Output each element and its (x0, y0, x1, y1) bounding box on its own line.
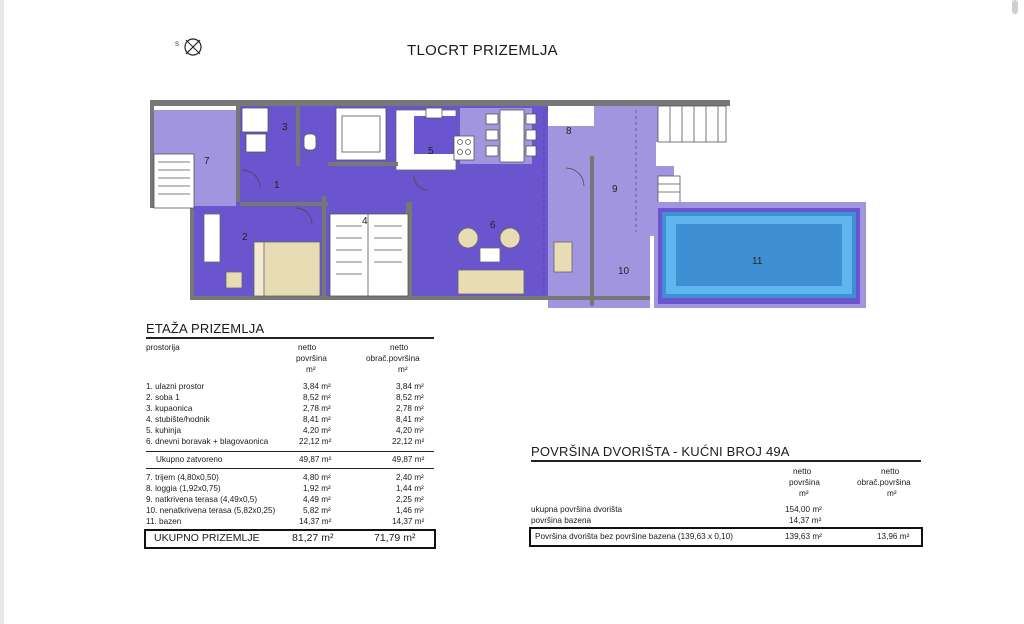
yard-col-net-1: netto (793, 467, 812, 476)
ground-floor-total-box (144, 529, 436, 549)
room-number-6: 6 (490, 220, 496, 231)
yard-header (531, 466, 921, 502)
table-row: 5. kuhinja 4,20 m² 4,20 m² (146, 426, 424, 435)
yard-total-box (529, 527, 923, 547)
col-net-header-1: netto (298, 343, 317, 352)
ground-floor-rooms (146, 381, 434, 449)
room-8-loggia (548, 126, 594, 308)
yard-col-net-3: m² (799, 489, 809, 498)
table-row: 11. bazen 14,37 m² 14,37 m² (146, 517, 425, 526)
yard-total-net: 139,63 m² (785, 532, 822, 541)
compass-label: S (175, 42, 180, 48)
room-number-4: 4 (362, 216, 368, 227)
table-row: 6. dnevni boravak + blagovaonica 22,12 m² 22,12 m² (146, 437, 425, 446)
scroll-indicator[interactable] (1012, 0, 1018, 14)
col-room-header: prostorija (146, 343, 180, 352)
room-number-10: 10 (618, 266, 630, 277)
total-label: UKUPNO PRIZEMLJE (154, 532, 260, 544)
yard-total-calc: 13,96 m² (877, 532, 910, 541)
row-divider (146, 468, 434, 469)
table-row: 1. ulazni prostor 3,84 m² 3,84 m² (146, 382, 424, 391)
page-edge (0, 0, 4, 624)
col-calc-header-3: m² (398, 365, 408, 374)
closed-total-row (146, 454, 434, 466)
page-title: TLOCRT PRIZEMLJA (407, 42, 558, 59)
col-calc-header-1: netto (390, 343, 409, 352)
stair-upper-right (658, 106, 726, 142)
room-number-2: 2 (242, 232, 248, 243)
dining-table (486, 110, 536, 162)
outer-wall-top (150, 100, 730, 106)
ground-floor-header (146, 342, 434, 382)
yard-col-calc-2: obrač.površina (857, 478, 911, 487)
table-row: 10. nenatkrivena terasa (5,82x0,25) 5,82 m² 1,46 m² (146, 506, 424, 515)
yard-col-net-2: površina (789, 478, 820, 487)
total-calc: 71,79 m² (374, 532, 416, 544)
table-row: 2. soba 1 8,52 m² 8,52 m² (146, 393, 424, 402)
room-number-11: 11 (752, 256, 763, 267)
north-arrow-icon (174, 36, 206, 58)
yard-rows (531, 504, 921, 528)
yard-total-label: Površina dvorišta bez površine bazena (139,63 x 0,10) (535, 532, 733, 541)
room-number-9: 9 (612, 184, 618, 195)
table-row: površina bazena 14,37 m² (531, 516, 822, 525)
table-row: ukupna površina dvorišta 154,00 m² (531, 505, 822, 514)
yard-col-calc-3: m² (887, 489, 897, 498)
table-row: 9. natkrivena terasa (4,49x0,5) 4,49 m² 2,25 m² (146, 495, 424, 504)
table-row: Ukupno zatvoreno 49,87 m² 49,87 m² (156, 455, 425, 464)
stair-entrance (154, 154, 194, 208)
col-calc-header-2: obrač.površina (366, 354, 420, 363)
table-row: 7. trijem (4,80x0,50) 4,80 m² 2,40 m² (146, 473, 424, 482)
room-9-covered-terrace (594, 106, 656, 236)
col-net-header-2: površina (296, 354, 327, 363)
stair-central (330, 214, 408, 296)
room-number-3: 3 (282, 122, 288, 133)
room-number-8: 8 (566, 126, 572, 137)
col-net-header-3: m² (306, 365, 316, 374)
stair-right (658, 176, 680, 204)
room-number-7: 7 (204, 156, 210, 167)
table-row: 4. stubište/hodnik 8,41 m² 8,41 m² (146, 415, 424, 424)
floor-plan (146, 96, 866, 312)
total-net: 81,27 m² (292, 532, 334, 544)
table-row: 3. kupaonica 2,78 m² 2,78 m² (146, 404, 424, 413)
row-divider (146, 451, 434, 452)
ground-floor-heading: ETAŽA PRIZEMLJA (146, 321, 265, 336)
outdoor-rooms (146, 472, 434, 530)
heading-rule (146, 337, 434, 339)
table-row: 8. loggia (1,92x0,75) 1,92 m² 1,44 m² (146, 484, 424, 493)
room-number-1: 1 (274, 180, 280, 191)
heading-rule (531, 460, 921, 462)
yard-heading: POVRŠINA DVORIŠTA - KUĆNI BROJ 49A (531, 444, 790, 459)
room-number-5: 5 (428, 146, 434, 157)
yard-col-calc-1: netto (881, 467, 900, 476)
